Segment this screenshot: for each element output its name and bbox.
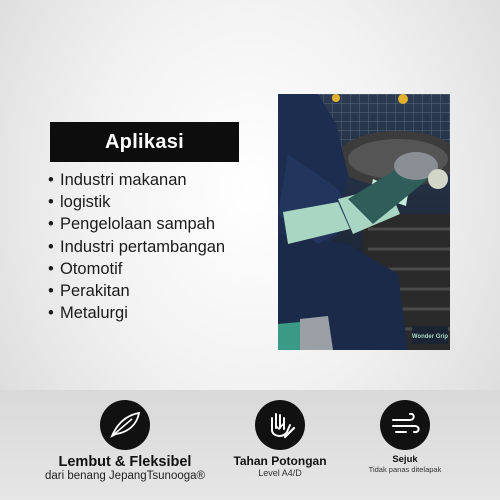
feature-subtitle: dari benang JepangTsunooga® xyxy=(44,470,206,482)
list-item: • Industri pertambangan xyxy=(48,237,226,256)
feature-title: Tahan Potongan xyxy=(233,454,327,468)
feather-icon xyxy=(100,400,150,450)
list-item: • Perakitan xyxy=(48,281,130,300)
feature-title: Lembut & Fleksibel xyxy=(58,454,192,470)
hand-cut-icon xyxy=(255,400,305,450)
feature-subtitle: Tidak panas ditelapak xyxy=(368,465,442,474)
brand-logo-text: Wonder Grip xyxy=(411,334,449,340)
list-item: • Industri makanan xyxy=(48,171,187,189)
feature-subtitle: Level A4/D xyxy=(258,468,302,478)
list-item: • logistik xyxy=(48,193,111,212)
product-photo xyxy=(278,94,450,350)
feature-title: Sejuk xyxy=(392,454,418,465)
wind-icon xyxy=(380,400,430,450)
feature-cut-resistant xyxy=(220,400,340,478)
list-item: • Otomotif xyxy=(48,259,123,278)
feature-soft-flexible xyxy=(35,400,215,482)
section-heading-label: Aplikasi xyxy=(104,130,185,153)
application-list xyxy=(48,169,225,324)
list-item: • Pengelolaan sampah xyxy=(48,215,216,234)
list-item: • Metalurgi xyxy=(48,304,128,323)
section-heading xyxy=(50,122,239,162)
worker-grinding-illustration xyxy=(278,94,450,350)
feature-cool xyxy=(350,400,460,474)
